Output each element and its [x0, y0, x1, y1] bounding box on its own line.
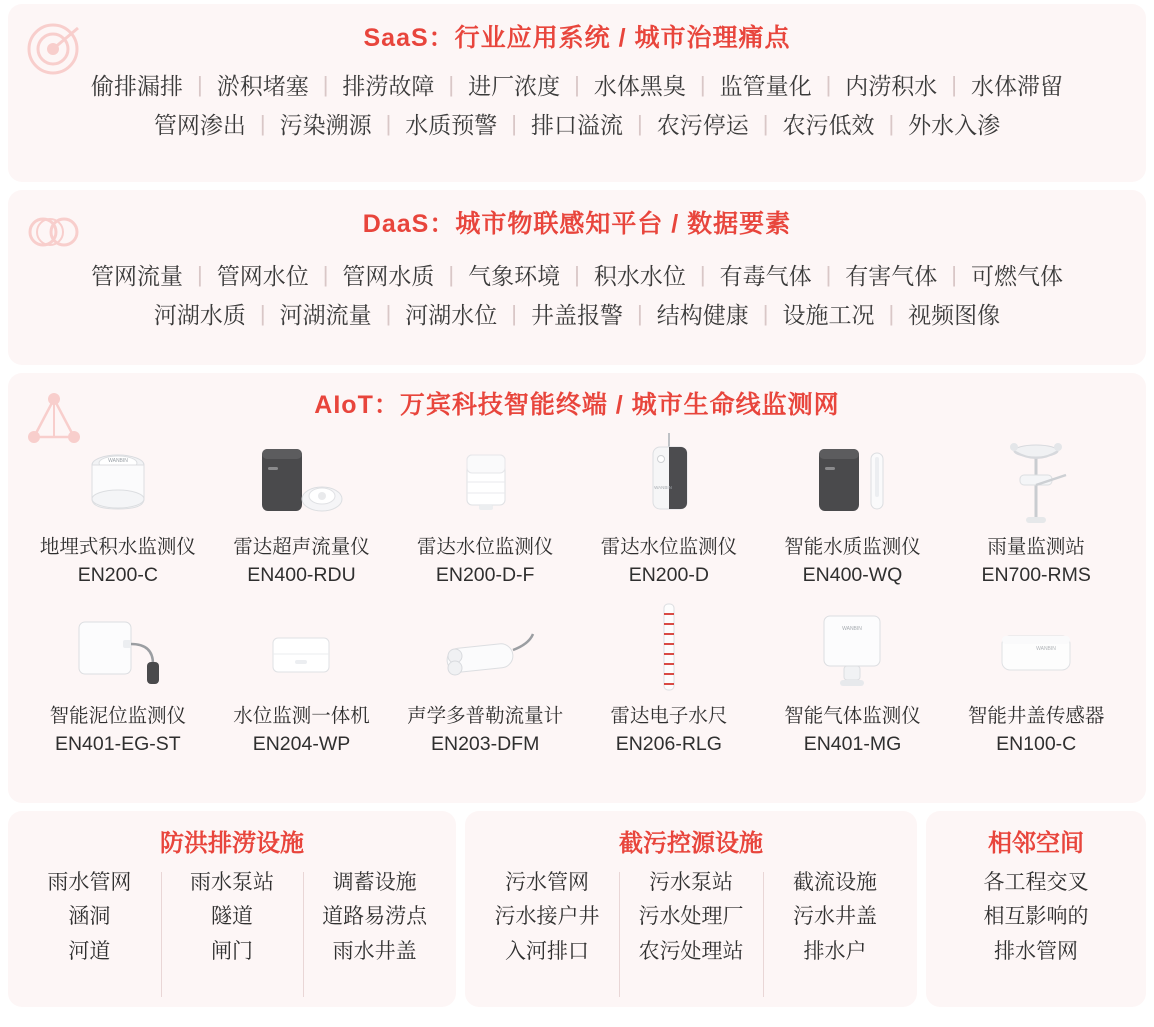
water-quality-monitor-icon — [797, 431, 907, 527]
daas-title-prefix: DaaS： — [362, 210, 456, 238]
daas-tag: 有毒气体 — [719, 263, 812, 289]
saas-tag: 管网渗出 — [153, 112, 246, 138]
facility-item: 截流设施 — [793, 871, 877, 894]
sewage-control-panel — [465, 811, 917, 1007]
device-card[interactable] — [761, 596, 945, 763]
separator: | — [825, 261, 832, 287]
saas-tag: 内涝积水 — [845, 73, 938, 99]
device-card[interactable] — [577, 427, 761, 594]
manhole-cover-sensor-icon — [984, 600, 1088, 696]
buried-water-sensor-icon — [72, 431, 164, 527]
separator: | — [825, 71, 832, 97]
saas-tag: 排口溢流 — [531, 112, 623, 138]
device-card[interactable] — [761, 427, 945, 594]
saas-tag: 水体黑臭 — [593, 73, 686, 99]
radar-level-meter-icon — [623, 431, 715, 527]
device-card[interactable] — [26, 596, 210, 763]
separator: | — [196, 261, 203, 287]
daas-tag: 管网水质 — [342, 263, 435, 289]
facility-item: 道路易涝点 — [322, 905, 428, 929]
daas-tag: 河湖水质 — [153, 302, 246, 328]
device-model: EN206-RLG — [615, 732, 722, 755]
flood-control-panel — [8, 811, 456, 1007]
sewage-column-2 — [619, 870, 763, 999]
flood-column-2 — [161, 870, 304, 999]
flood-column-3 — [303, 870, 446, 999]
separator: | — [448, 71, 455, 97]
separator: | — [385, 300, 392, 326]
daas-tag: 河湖水位 — [405, 302, 498, 328]
separator: | — [322, 71, 329, 97]
device-name: 智能气体监测仪 — [784, 704, 921, 727]
separator: | — [762, 110, 769, 136]
saas-tag: 淤积堵塞 — [216, 73, 309, 99]
device-model: EN203-DFM — [430, 732, 540, 755]
device-model: EN200-C — [77, 564, 158, 587]
device-card[interactable] — [944, 596, 1128, 763]
daas-panel — [8, 190, 1146, 365]
separator: | — [888, 300, 895, 326]
device-model: EN100-C — [996, 732, 1077, 755]
device-card[interactable] — [944, 427, 1128, 594]
sewage-control-columns — [475, 870, 907, 999]
device-name: 声学多普勒流量计 — [407, 704, 564, 727]
facility-item: 雨水管网 — [47, 871, 132, 894]
separator: | — [888, 110, 895, 136]
adjacent-space-panel — [926, 811, 1146, 1007]
svg-text:WANBIN: WANBIN — [1036, 645, 1057, 652]
daas-tag: 设施工况 — [782, 302, 875, 328]
sludge-level-monitor-icon — [63, 600, 173, 696]
daas-tag: 河湖流量 — [279, 302, 372, 328]
separator: | — [951, 261, 958, 287]
separator: | — [511, 110, 517, 136]
facility-item: 入河排口 — [505, 939, 589, 963]
rain-gauge-station-icon — [986, 431, 1086, 527]
svg-text:WANBIN: WANBIN — [842, 625, 863, 632]
daas-tag: 积水水位 — [593, 263, 686, 289]
separator: | — [637, 110, 643, 136]
device-model: EN401-EG-ST — [54, 732, 181, 755]
device-card[interactable] — [393, 427, 577, 594]
daas-tag: 管网水位 — [216, 263, 309, 289]
saas-title-main: 行业应用系统 / 城市治理痛点 — [454, 24, 791, 52]
aiot-title — [26, 385, 1128, 421]
svg-text:WANBIN: WANBIN — [653, 485, 672, 490]
doppler-flowmeter-icon — [427, 600, 543, 696]
aiot-title-prefix: AIoT： — [314, 391, 400, 419]
separator: | — [259, 110, 266, 136]
separator: | — [511, 300, 517, 326]
separator: | — [322, 261, 329, 287]
gas-monitor-icon — [802, 600, 902, 696]
device-model: EN400-RDU — [247, 564, 356, 587]
separator: | — [637, 300, 643, 326]
device-model: EN401-MG — [803, 732, 902, 755]
saas-row-2 — [28, 107, 1126, 140]
facility-item: 污水泵站 — [649, 871, 733, 894]
facility-item: 河道 — [68, 939, 111, 963]
saas-tag: 排涝故障 — [342, 73, 435, 99]
facility-item: 调蓄设施 — [332, 871, 417, 894]
device-card[interactable] — [26, 427, 210, 594]
saas-title — [28, 18, 1126, 54]
flood-control-columns — [18, 870, 446, 999]
separator: | — [574, 71, 580, 97]
facility-item: 排水管网 — [994, 939, 1078, 963]
device-grid — [26, 427, 1128, 762]
facility-item: 污水处理厂 — [638, 905, 744, 929]
daas-tag: 视频图像 — [908, 302, 1001, 328]
daas-title — [28, 204, 1126, 240]
flood-column-1 — [18, 870, 161, 999]
sewage-column-1 — [475, 870, 619, 999]
device-name: 雷达水位监测仪 — [600, 536, 738, 558]
facility-item: 污水管网 — [505, 871, 589, 894]
aiot-panel — [8, 373, 1146, 803]
daas-tag: 有害气体 — [845, 263, 938, 289]
device-name: 雨量监测站 — [987, 536, 1085, 558]
device-name: 智能泥位监测仪 — [49, 704, 187, 727]
saas-tag: 外水入渗 — [908, 112, 1001, 138]
facility-item: 相互影响的 — [983, 905, 1089, 929]
saas-tag: 农污低效 — [782, 112, 875, 138]
facility-item: 污水接户井 — [494, 905, 600, 929]
separator: | — [762, 300, 769, 326]
separator: | — [699, 71, 706, 97]
device-name: 地埋式积水监测仪 — [39, 536, 196, 558]
facility-item: 各工程交叉 — [983, 871, 1089, 894]
facility-item: 雨水泵站 — [190, 871, 274, 894]
saas-panel — [8, 4, 1146, 182]
saas-tag: 进厂浓度 — [468, 73, 561, 99]
device-card[interactable] — [577, 596, 761, 763]
aiot-title-main: 万宾科技智能终端 / 城市生命线监测网 — [399, 391, 840, 419]
facility-item: 雨水井盖 — [332, 939, 417, 963]
device-card[interactable] — [393, 596, 577, 763]
separator: | — [951, 71, 958, 97]
separator: | — [448, 261, 455, 287]
device-card[interactable] — [210, 427, 394, 594]
device-name: 智能井盖传感器 — [967, 704, 1105, 727]
sewage-control-title: 截污控源设施 — [619, 830, 763, 857]
electronic-water-gauge-icon — [639, 600, 699, 696]
adjacent-space-items — [936, 870, 1136, 999]
saas-tag: 污染溯源 — [279, 112, 372, 138]
device-model: EN700-RMS — [981, 564, 1091, 587]
daas-tag: 结构健康 — [656, 302, 749, 328]
daas-row-1 — [28, 258, 1126, 291]
saas-tag: 农污停运 — [656, 112, 749, 138]
facility-panels-row — [8, 811, 1146, 1007]
separator: | — [385, 110, 392, 136]
svg-text:WANBIN: WANBIN — [107, 458, 128, 464]
radar-ultrasonic-flowmeter-icon — [246, 431, 356, 527]
separator: | — [574, 261, 580, 287]
daas-title-main: 城市物联感知平台 / 数据要素 — [455, 210, 792, 238]
device-model: EN400-WQ — [802, 564, 903, 587]
integrated-level-monitor-icon — [251, 600, 351, 696]
facility-item: 涵洞 — [68, 905, 111, 929]
device-name: 智能水质监测仪 — [784, 536, 921, 558]
separator: | — [259, 300, 266, 326]
sewage-column-3 — [763, 870, 907, 999]
facility-item: 污水井盖 — [793, 905, 877, 929]
saas-tag: 水质预警 — [405, 112, 498, 138]
saas-tag: 水体滞留 — [971, 73, 1064, 99]
daas-tag: 井盖报警 — [531, 302, 623, 328]
facility-item: 隧道 — [211, 905, 253, 929]
device-model: EN200-D-F — [435, 564, 535, 587]
facility-item: 闸门 — [211, 939, 253, 963]
device-name: 雷达水位监测仪 — [416, 536, 554, 558]
saas-tag: 监管量化 — [719, 73, 812, 99]
device-model: EN200-D — [628, 564, 709, 587]
device-card[interactable] — [210, 596, 394, 763]
separator: | — [699, 261, 706, 287]
facility-item: 农污处理站 — [638, 939, 744, 963]
device-name: 水位监测一体机 — [233, 704, 370, 727]
device-model: EN204-WP — [252, 732, 351, 755]
adjacent-space-title: 相邻空间 — [988, 830, 1084, 857]
separator: | — [196, 71, 203, 97]
daas-tag: 管网流量 — [90, 263, 183, 289]
device-name: 雷达电子水尺 — [610, 704, 728, 727]
facility-item: 排水户 — [803, 939, 867, 963]
saas-title-prefix: SaaS： — [363, 24, 455, 52]
daas-tag: 可燃气体 — [971, 263, 1064, 289]
device-name: 雷达超声流量仪 — [233, 536, 370, 558]
daas-row-2 — [28, 297, 1126, 330]
daas-tag: 气象环境 — [468, 263, 561, 289]
saas-row-1 — [28, 68, 1126, 101]
radar-level-meter-f-icon — [439, 431, 531, 527]
saas-tag: 偷排漏排 — [90, 73, 183, 99]
flood-control-title: 防洪排涝设施 — [160, 830, 304, 857]
